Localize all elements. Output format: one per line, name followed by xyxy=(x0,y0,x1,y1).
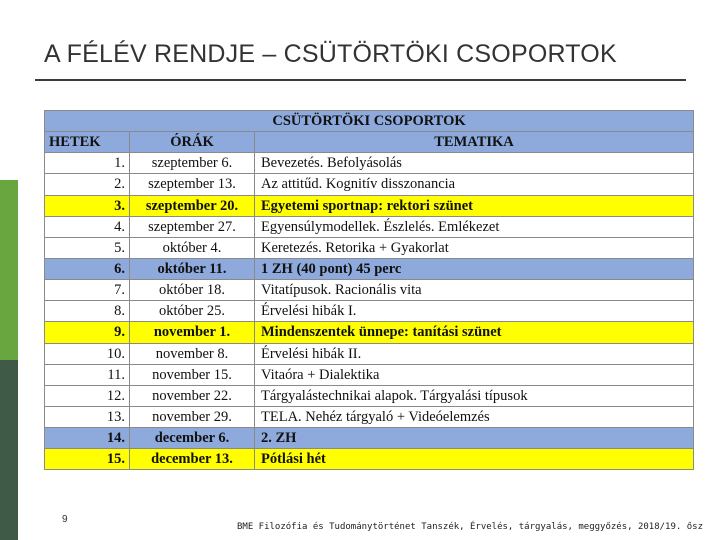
table-row xyxy=(45,343,694,364)
date-cell: szeptember 27. xyxy=(130,216,255,237)
week-cell: 6. xyxy=(45,258,130,279)
topic-cell: Vitaóra + Dialektika xyxy=(255,364,694,385)
date-cell: október 25. xyxy=(130,301,255,322)
topic-cell: 1 ZH (40 pont) 45 perc xyxy=(255,258,694,279)
date-cell: november 15. xyxy=(130,364,255,385)
table-row xyxy=(45,364,694,385)
table-row xyxy=(45,406,694,427)
table-row xyxy=(45,322,694,343)
topic-cell: Egyetemi sportnap: rektori szünet xyxy=(255,195,694,216)
topic-cell: Tárgyalástechnikai alapok. Tárgyalási típusok xyxy=(255,385,694,406)
topic-cell: Egyensúlymodellek. Észlelés. Emlékezet xyxy=(255,216,694,237)
topic-cell: Az attitűd. Kognitív disszonancia xyxy=(255,174,694,195)
week-cell: 15. xyxy=(45,449,130,470)
date-cell: október 11. xyxy=(130,258,255,279)
week-cell: 14. xyxy=(45,428,130,449)
topic-cell: Mindenszentek ünnepe: tanítási szünet xyxy=(255,322,694,343)
side-accent-dark xyxy=(0,360,18,540)
table-row xyxy=(45,428,694,449)
topic-cell: Érvelési hibák I. xyxy=(255,301,694,322)
table-row xyxy=(45,449,694,470)
page-number: 9 xyxy=(62,514,68,525)
week-cell: 7. xyxy=(45,280,130,301)
table-row xyxy=(45,195,694,216)
schedule-table xyxy=(44,110,694,470)
footer-text: BME Filozófia és Tudománytörténet Tanszék, Érvelés, tárgyalás, meggyőzés, 2018/19. ősz xyxy=(237,522,703,532)
date-cell: szeptember 13. xyxy=(130,174,255,195)
week-cell: 11. xyxy=(45,364,130,385)
table-row xyxy=(45,301,694,322)
week-cell: 12. xyxy=(45,385,130,406)
week-cell: 1. xyxy=(45,153,130,174)
topic-cell: TELA. Nehéz tárgyaló + Videóelemzés xyxy=(255,406,694,427)
topic-cell: 2. ZH xyxy=(255,428,694,449)
week-cell: 2. xyxy=(45,174,130,195)
schedule-body xyxy=(45,153,694,470)
table-row xyxy=(45,153,694,174)
slide-title: A FÉLÉV RENDJE – CSÜTÖRTÖKI CSOPORTOK xyxy=(44,40,617,68)
date-cell: december 6. xyxy=(130,428,255,449)
header-weeks: HETEK xyxy=(45,132,130,153)
week-cell: 10. xyxy=(45,343,130,364)
side-accent-green xyxy=(0,180,18,360)
table-row xyxy=(45,280,694,301)
header-dates: ÓRÁK xyxy=(130,132,255,153)
week-cell: 3. xyxy=(45,195,130,216)
topic-cell: Bevezetés. Befolyásolás xyxy=(255,153,694,174)
side-accent-top xyxy=(0,0,18,180)
date-cell: november 29. xyxy=(130,406,255,427)
date-cell: október 4. xyxy=(130,237,255,258)
week-cell: 9. xyxy=(45,322,130,343)
week-cell: 4. xyxy=(45,216,130,237)
title-underline xyxy=(35,79,686,81)
table-caption-row xyxy=(45,111,694,132)
date-cell: november 8. xyxy=(130,343,255,364)
header-topics: TEMATIKA xyxy=(255,132,694,153)
date-cell: november 22. xyxy=(130,385,255,406)
table-row xyxy=(45,237,694,258)
table-row xyxy=(45,174,694,195)
topic-cell: Pótlási hét xyxy=(255,449,694,470)
date-cell: szeptember 6. xyxy=(130,153,255,174)
week-cell: 8. xyxy=(45,301,130,322)
table-header-row xyxy=(45,132,694,153)
table-row xyxy=(45,216,694,237)
date-cell: november 1. xyxy=(130,322,255,343)
week-cell: 5. xyxy=(45,237,130,258)
table-row xyxy=(45,385,694,406)
topic-cell: Keretezés. Retorika + Gyakorlat xyxy=(255,237,694,258)
date-cell: szeptember 20. xyxy=(130,195,255,216)
week-cell: 13. xyxy=(45,406,130,427)
date-cell: december 13. xyxy=(130,449,255,470)
table-caption: CSÜTÖRTÖKI CSOPORTOK xyxy=(45,111,694,132)
topic-cell: Vitatípusok. Racionális vita xyxy=(255,280,694,301)
table-row xyxy=(45,258,694,279)
date-cell: október 18. xyxy=(130,280,255,301)
topic-cell: Érvelési hibák II. xyxy=(255,343,694,364)
